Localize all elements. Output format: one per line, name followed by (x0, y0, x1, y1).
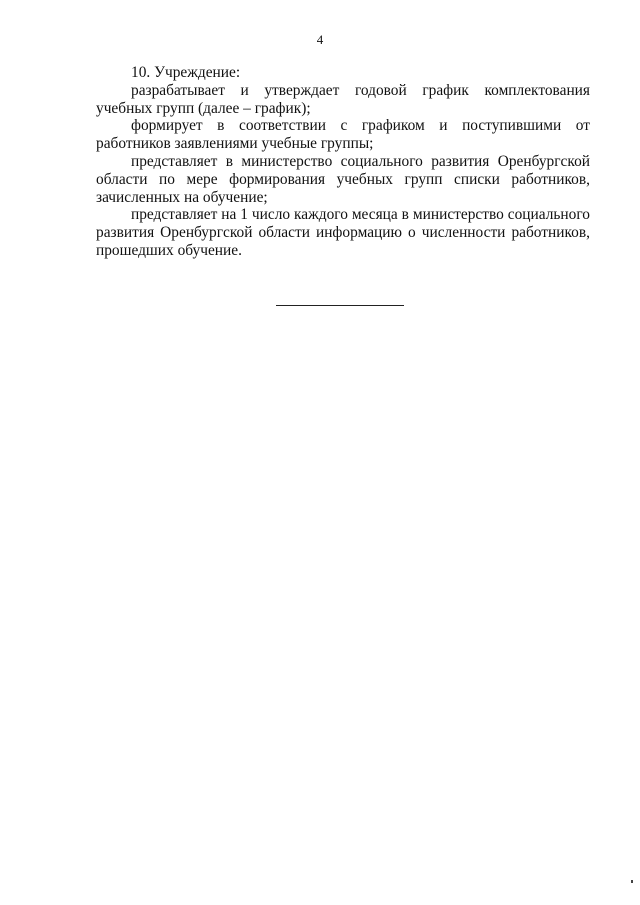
clause-item-report: представляет на 1 число каждого месяца в министерство социального развития Оренбургской области информацию о численности работников, прошедших обучение. (96, 206, 590, 259)
document-body (96, 64, 590, 260)
clause-item-groups: формирует в соответствии с графиком и поступившими от работников заявлениями учебные группы; (96, 117, 590, 153)
clause-item-lists: представляет в министерство социального развития Оренбургской области по мере формирования учебных групп списки работников, зачисленных на обучение; (96, 152, 590, 206)
scan-edge-mark (631, 880, 633, 883)
page-number: 4 (316, 32, 324, 47)
clause-item-schedule: разрабатывает и утверждает годовой график комплектования учебных групп (далее – график); (96, 81, 590, 117)
clause-heading: 10. Учреждение: (131, 64, 241, 81)
end-divider-line (276, 305, 404, 306)
